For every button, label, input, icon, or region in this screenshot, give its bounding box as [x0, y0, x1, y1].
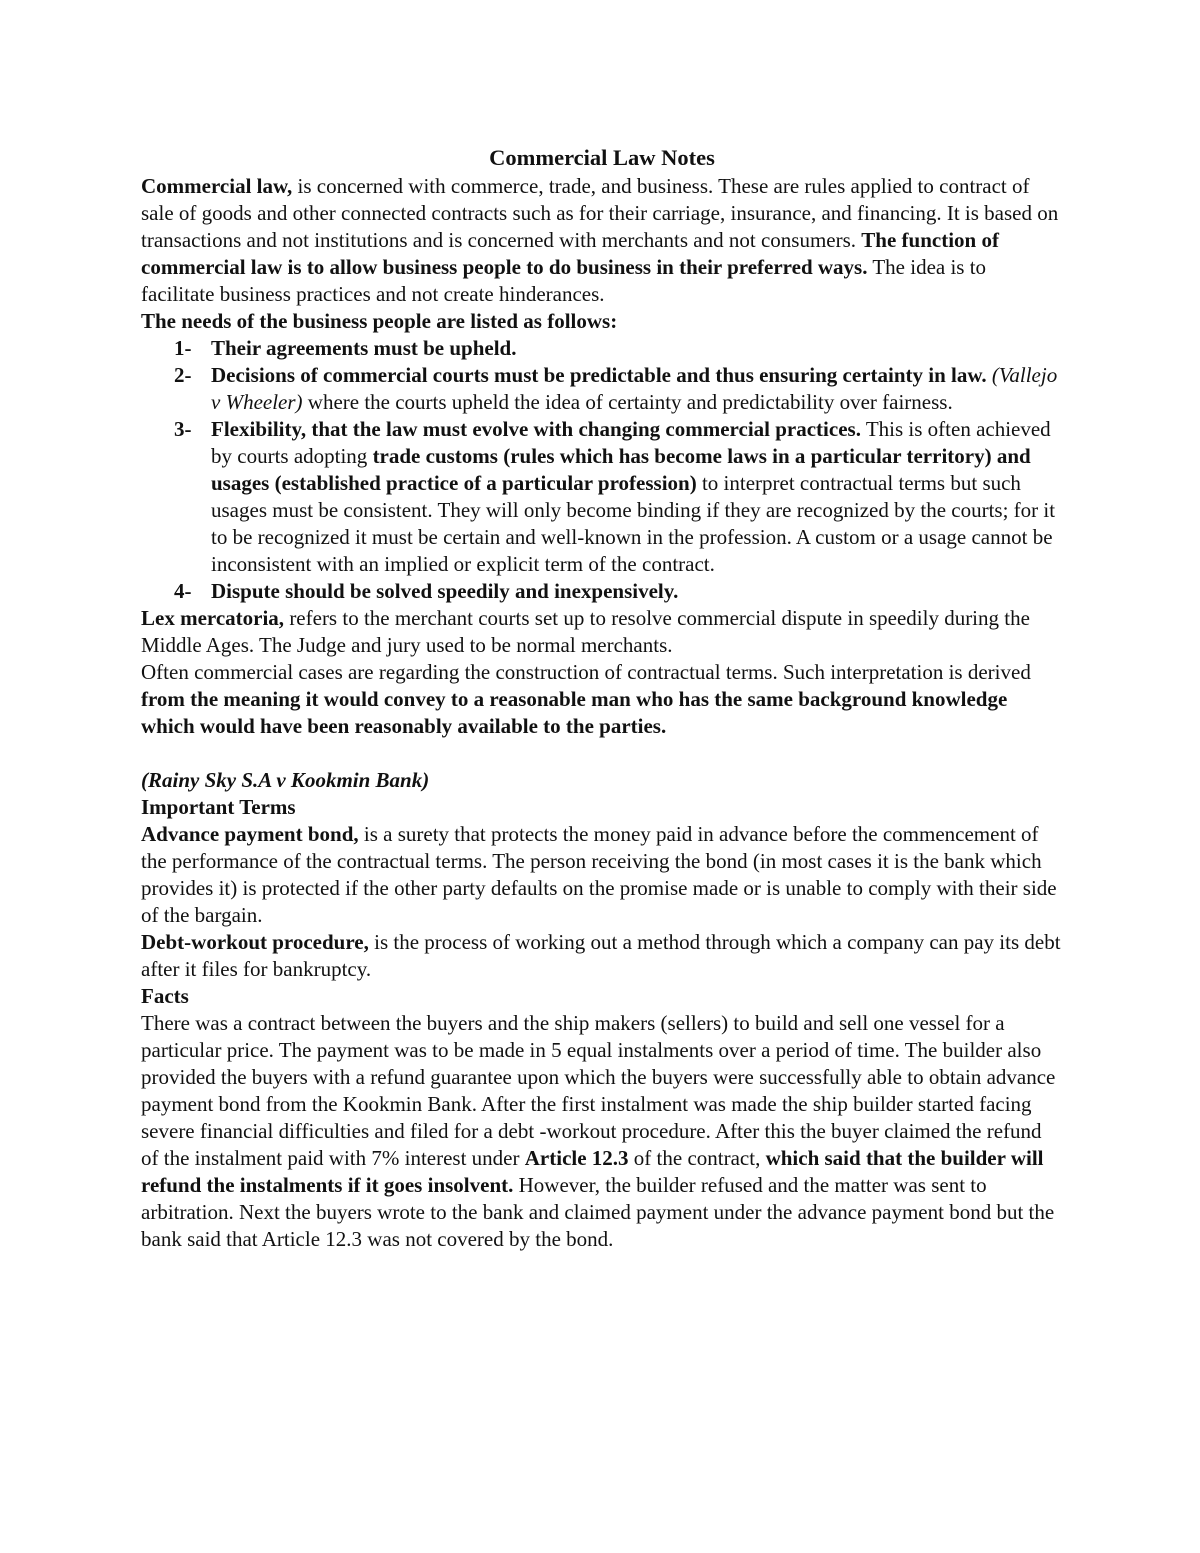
construction-text: Often commercial cases are regarding the construction of contractual terms. Such interpretation is derived [141, 660, 1031, 684]
needs-heading-text: The needs of the business people are listed as follows: [141, 309, 618, 333]
case-name: (Rainy Sky S.A v Kookmin Bank) [141, 768, 430, 792]
intro-paragraph [141, 173, 1063, 308]
facts-text: There was a contract between the buyers and the ship makers (sellers) to build and sell one vessel for a particular price. The payment was to be made in 5 equal instalments over a period of time. The builder also provided the buyers with a refund guarantee upon which the buyers were successfully able to obtain advance payment bond from the Kookmin Bank. After the first instalment was made the ship builder started facing severe financial difficulties and filed for a debt -workout procedure. After this the buyer claimed the refund of the instalment paid with 7% interest under [141, 1011, 1056, 1170]
list-item [141, 335, 1063, 362]
case-citation: (Vallejo v Wheeler) [211, 363, 1058, 414]
list-item-bold-2: trade customs (rules which has become laws in a particular territory) and usages (established practice of a particular profession) [211, 444, 1031, 495]
page-title: Commercial Law Notes [489, 145, 715, 170]
list-item-text: where the courts upheld the idea of certainty and predictability over fairness. [302, 390, 953, 414]
advance-text: is a surety that protects the money paid in advance before the commencement of the performance of the contractual terms. The person receiving the bond (in most cases it is the bank which provides it) is protected if the other party defaults on the promise made or is unable to comply with their side of the bargain. [141, 822, 1057, 927]
important-terms-heading [141, 794, 1063, 821]
list-number: 3- [174, 417, 192, 441]
blank-line [141, 740, 1063, 767]
construction-bold: from the meaning it would convey to a reasonable man who has the same background knowledge which would have been reasonably available to the parties. [141, 687, 1008, 738]
important-terms-text: Important Terms [141, 795, 296, 819]
facts-bold: which said that the builder will refund the instalments if it goes insolvent. [141, 1146, 1044, 1197]
needs-heading [141, 308, 1063, 335]
facts-article: Article 12.3 [524, 1146, 629, 1170]
facts-paragraph [141, 1010, 1063, 1253]
intro-text-2: The idea is to facilitate business practices and not create hinderances. [141, 255, 987, 306]
facts-text-3: However, the builder refused and the matter was sent to arbitration. Next the buyers wrote to the bank and claimed payment under the advance payment bond but the bank said that Article 12.3 was not covered by the bond. [141, 1173, 1055, 1251]
debt-workout-paragraph [141, 929, 1063, 983]
construction-paragraph [141, 659, 1063, 740]
list-item-text-2: to interpret contractual terms but such usages must be consistent. They will only become binding if they are recognized by the courts; for it to be recognized it must be certain and well-known in the profession. A custom or a usage cannot be inconsistent with an implied or explicit term of the contract. [211, 471, 1056, 576]
list-item [141, 578, 1063, 605]
needs-list [141, 335, 1063, 605]
list-item-bold: Dispute should be solved speedily and inexpensively. [211, 579, 679, 603]
list-number: 4- [174, 579, 192, 603]
list-number: 2- [174, 363, 192, 387]
list-item [141, 416, 1063, 578]
list-number: 1- [174, 336, 192, 360]
list-item-text: This is often achieved by courts adopting [211, 417, 1051, 468]
term-lex-mercatoria: Lex mercatoria, [141, 606, 285, 630]
list-item [141, 362, 1063, 416]
facts-text-2: of the contract, [628, 1146, 766, 1170]
term-commercial-law: Commercial law, [141, 174, 293, 198]
intro-bold: The function of commercial law is to allow business people to do business in their preferred ways. [141, 228, 999, 279]
list-item-bold: Their agreements must be upheld. [211, 336, 517, 360]
list-item-bold: Flexibility, that the law must evolve with changing commercial practices. [211, 417, 861, 441]
term-advance-payment-bond: Advance payment bond, [141, 822, 359, 846]
list-item-bold: Decisions of commercial courts must be predictable and thus ensuring certainty in law. [211, 363, 987, 387]
debt-text: is the process of working out a method through which a company can pay its debt after it files for bankruptcy. [141, 930, 1061, 981]
intro-text: is concerned with commerce, trade, and business. These are rules applied to contract of sale of goods and other connected contracts such as for their carriage, insurance, and financing. It is based on transactions and not institutions and is concerned with merchants and not consumers. [141, 174, 1059, 252]
case-heading [141, 767, 1063, 794]
term-debt-workout: Debt-workout procedure, [141, 930, 369, 954]
facts-heading [141, 983, 1063, 1010]
advance-payment-paragraph [141, 821, 1063, 929]
lex-mercatoria-paragraph [141, 605, 1063, 659]
document-body [141, 143, 1063, 1253]
lex-text: refers to the merchant courts set up to resolve commercial dispute in speedily during the Middle Ages. The Judge and jury used to be normal merchants. [141, 606, 1030, 657]
facts-heading-text: Facts [141, 984, 189, 1008]
